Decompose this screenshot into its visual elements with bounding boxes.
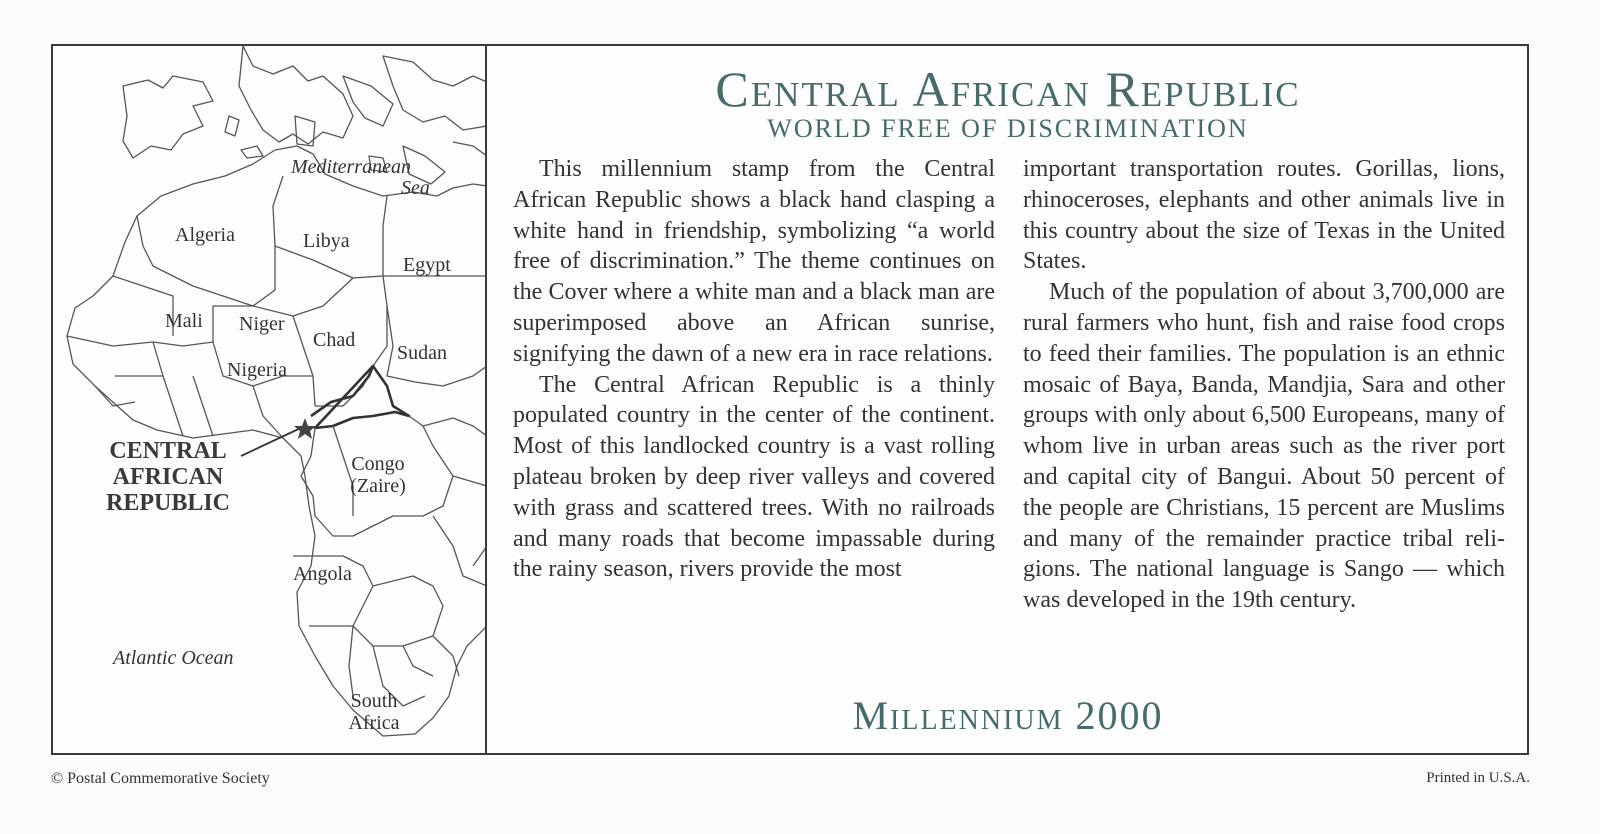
map-label-chad: Chad xyxy=(313,329,356,351)
text-column-left xyxy=(513,154,995,585)
map-label-zaire: (Zaire) xyxy=(350,475,406,497)
map-label-sudan: Sudan xyxy=(397,342,447,364)
car-callout-line3: REPUBLIC xyxy=(105,490,231,516)
page-title: Central African Republic xyxy=(715,61,1301,117)
map-label-south-africa xyxy=(339,690,409,734)
africa-map-panel xyxy=(53,46,487,753)
map-label-congo-name: Congo xyxy=(351,453,405,475)
map-label-angola: Angola xyxy=(293,563,352,585)
map-label-egypt: Egypt xyxy=(403,254,451,276)
map-label-algeria: Algeria xyxy=(175,224,235,246)
map-label-atlantic-ocean: Atlantic Ocean xyxy=(113,647,234,669)
stamp-card xyxy=(51,44,1529,755)
car-callout xyxy=(93,438,243,516)
map-label-mali: Mali xyxy=(165,310,203,332)
text-column-right xyxy=(1023,154,1505,616)
millennium-title: Millennium 2000 xyxy=(852,693,1164,738)
car-callout-line2: AFRICAN xyxy=(112,464,224,490)
map-label-libya: Libya xyxy=(303,230,350,252)
map-label-nigeria: Nigeria xyxy=(227,359,287,381)
map-label-congo xyxy=(343,453,413,497)
map-label-africa: Africa xyxy=(348,712,400,734)
paragraph: The Central African Republic is a thinly populated country in the center of the continent. Most of this landlocked country is a vast rolling plateau broken by deep river valleys and covered with grass and scattered trees. With no railroads and many roads that become impassable during the rainy season, rivers provide the most xyxy=(513,371,995,583)
car-callout-line1: CENTRAL xyxy=(109,438,227,464)
copyright-notice: © Postal Commemorative Society xyxy=(51,770,270,787)
map-label-south: South xyxy=(350,690,398,712)
printed-in-notice: Printed in U.S.A. xyxy=(1426,770,1530,786)
paragraph: important transportation routes. Gorillas, lions, rhinoceroses, elephants and other animals live in this country about the size of Texas in the United States. xyxy=(1023,156,1505,275)
page-subtitle: WORLD FREE OF DISCRIMINATION xyxy=(767,114,1249,143)
map-label-niger: Niger xyxy=(239,313,285,335)
paragraph: Much of the population of about 3,700,000 are rural farmers who hunt, fish and raise food crops to feed their families. The population is an ethnic mosaic of Baya, Banda, Mandjia, Sara and other groups with only about 6,500 Europeans, many of whom live in urban areas such as the river port and capital city of Bangui. About 50 percent of the people are Christians, 15 percent are Muslims and many of the remainder practice tribal religions. The national language is Sango — which was developed in the 19th century. xyxy=(1023,279,1505,614)
map-label-mediterranean: Mediterranean xyxy=(291,156,411,178)
paragraph: This millennium stamp from the Central African Republic shows a black hand clasping a white hand in friendship, symbolizing “a world free of discrimination.” The theme continues on the Cover where a white man and a black man are superimposed above an African sunrise, signifying the dawn of a new era in race relations. xyxy=(513,156,995,367)
text-panel xyxy=(487,46,1529,753)
map-label-sea: Sea xyxy=(401,177,430,199)
